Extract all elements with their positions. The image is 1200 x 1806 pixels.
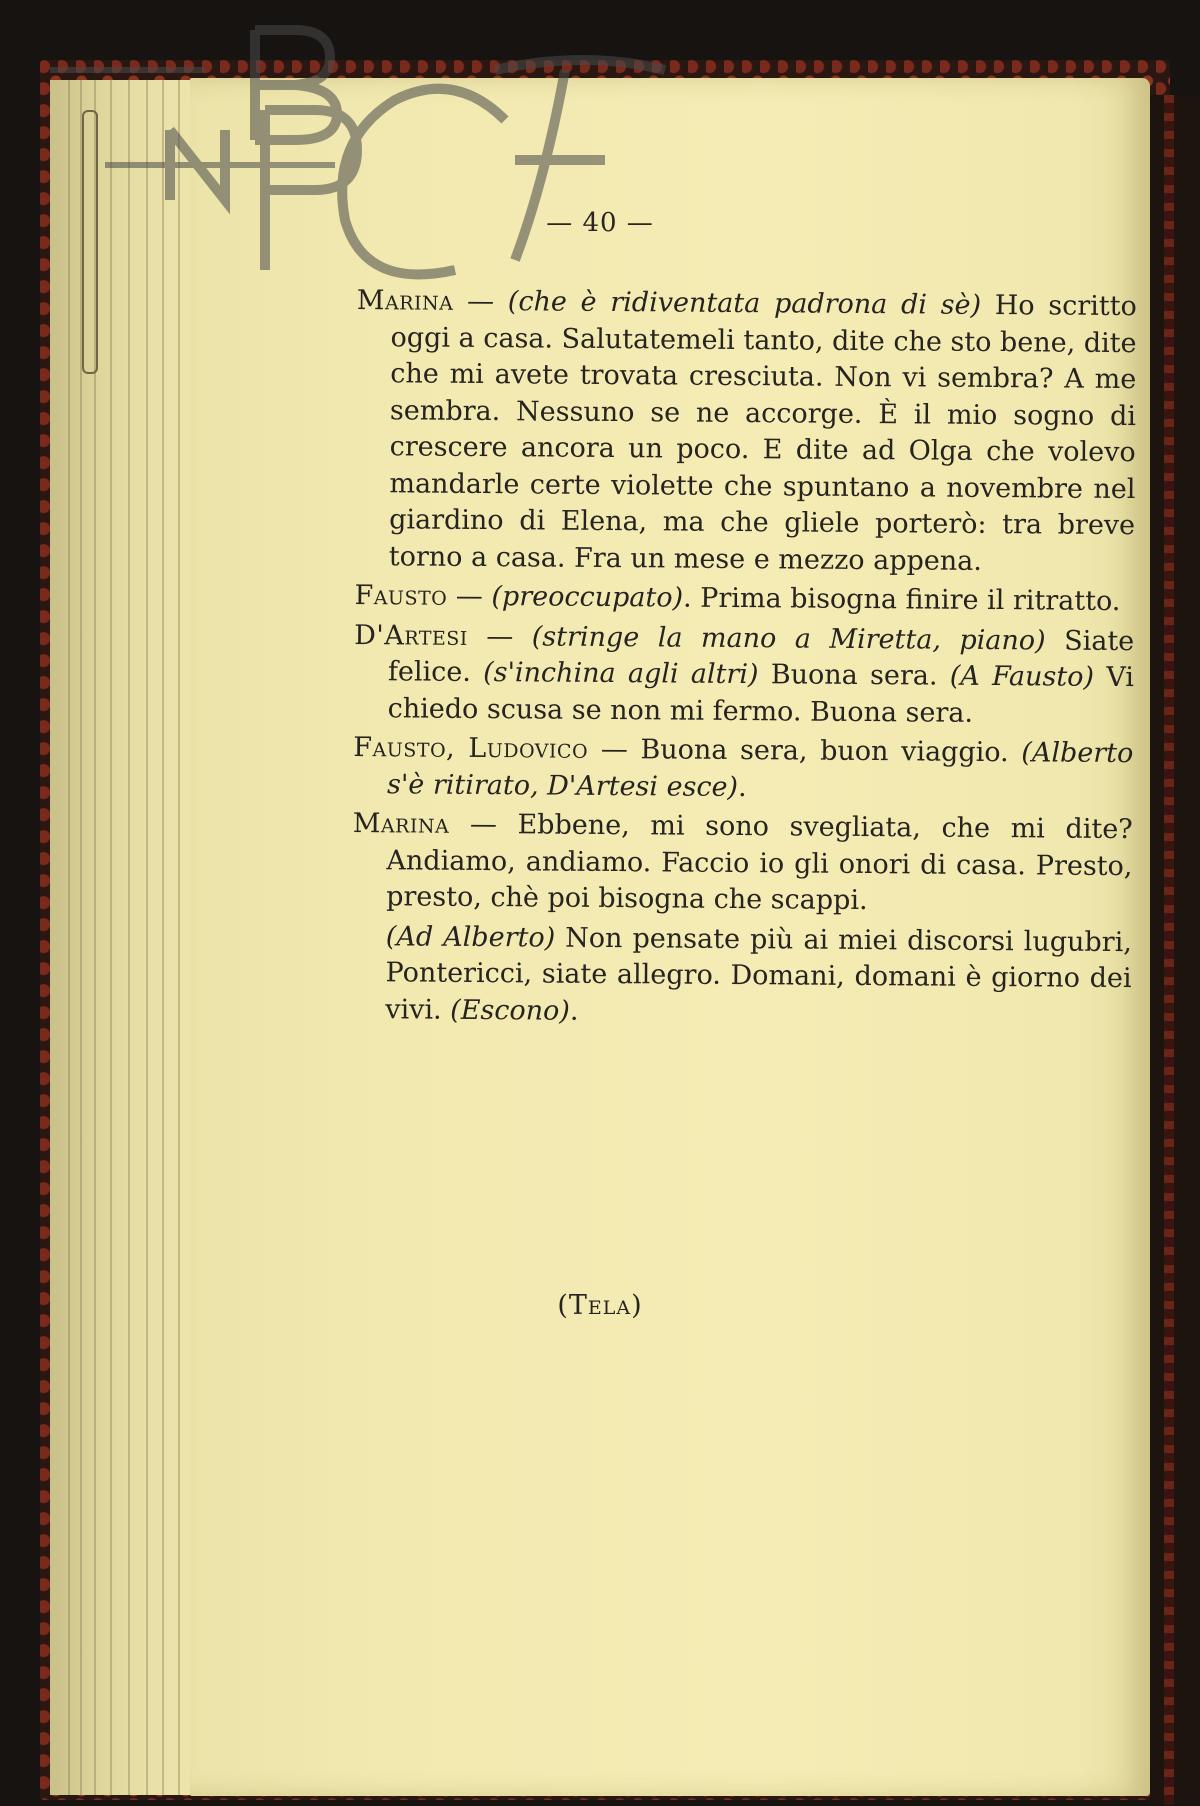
right-cover-board <box>1150 95 1200 1805</box>
dialogue-text: — <box>447 580 492 613</box>
speech-paragraph <box>354 617 1135 733</box>
library-watermark-logo <box>45 10 685 310</box>
dialogue-text: . Prima bisogna finire il ritratto. <box>682 582 1121 618</box>
speech-paragraph <box>353 730 1134 809</box>
page-number: — 40 — <box>546 208 654 238</box>
dialogue-text: . <box>569 995 579 1027</box>
stage-direction: (Escono) <box>450 994 571 1027</box>
dialogue-text: Siate felice. <box>387 624 1135 689</box>
dialogue-text: Non pensate più ai miei discorsi lugubri, Pontericci, siate allegro. Domani, domani è giorno dei vivi. <box>385 922 1132 1026</box>
speaker-name: D'Artesi <box>354 619 468 652</box>
speaker-name: Marina <box>352 807 450 840</box>
dialogue-text: Vi chiedo scusa se non mi fermo. Buona sera. <box>387 661 1135 729</box>
dialogue-text: Ho scritto oggi a casa. Salutatemeli tanto, dite che sto bene, dite che mi avete trovata cresciuta. Non vi sembra? A me sembra. Nessuno se ne accorge. È il mio sogno di crescere ancora un poco. E dite ad Olga che volevo mandarle certe violette che spuntano a novembre nel giardino di Elena, ma che gliele porterò: tra breve torno a casa. Fra un mese e mezzo appena. <box>388 289 1137 577</box>
dialogue-text: — <box>453 285 508 318</box>
speaker-name: Fausto, Ludovico <box>353 731 589 765</box>
stage-direction: (Ad Alberto) <box>385 920 556 954</box>
stage-direction: (s'inchina agli altri) <box>483 657 759 691</box>
dialogue-text: — Buona sera, buon viaggio. <box>587 733 1022 769</box>
curtain-stage-direction: (Tela) <box>557 1290 643 1321</box>
stage-direction: (A Fausto) <box>949 660 1095 693</box>
dialogue-text: — <box>467 620 532 652</box>
speaker-name: Fausto <box>354 579 448 612</box>
stage-direction: (Alberto s'è ritirato, D'Artesi esce) <box>386 737 1134 803</box>
speech-paragraph <box>354 578 1134 621</box>
speech-paragraph <box>355 283 1137 581</box>
speaker-name: Marina <box>356 284 454 317</box>
dialogue-text: — Ebbene, mi sono svegliata, che mi dite? Andiamo, andiamo. Faccio io gli onori di casa. Presto, presto, chè poi bisogna che scappi. <box>386 808 1133 917</box>
stage-direction: (preoccupato) <box>491 581 684 614</box>
play-text <box>351 283 1137 1037</box>
dialogue-text: Buona sera. <box>758 659 950 692</box>
speech-continuation <box>351 918 1132 1034</box>
dialogue-text: . <box>737 771 747 803</box>
page-stack-edge <box>50 80 210 1795</box>
speech-paragraph <box>352 806 1133 922</box>
stage-direction: (stringe la mano a Miretta, piano) <box>531 620 1046 656</box>
stage-direction: (che è ridiventata padrona di sè) <box>507 286 982 321</box>
